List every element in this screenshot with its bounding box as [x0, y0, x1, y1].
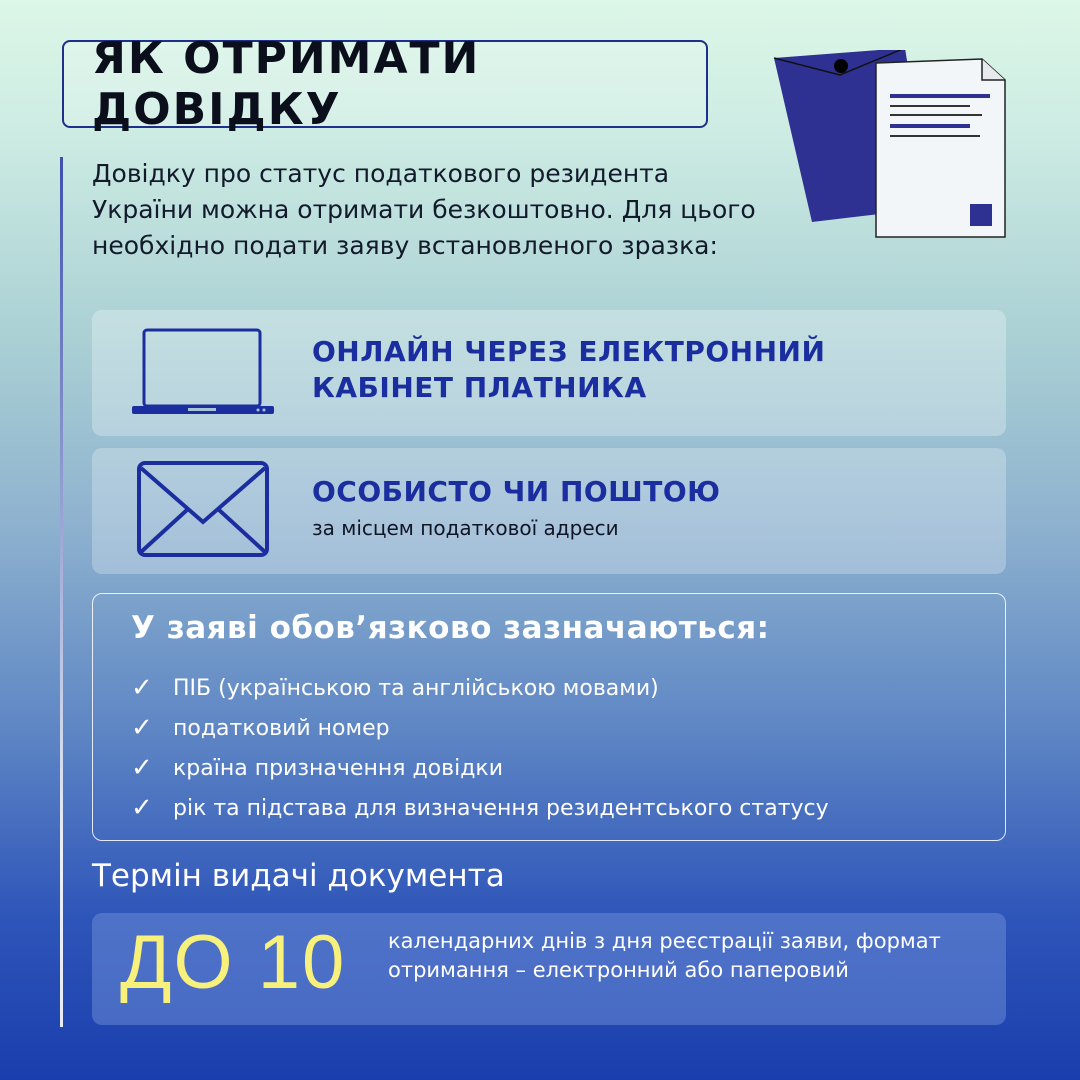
term-box — [92, 913, 1006, 1025]
list-item — [131, 748, 829, 788]
method-post-title: ОСОБИСТО ЧИ ПОШТОЮ — [312, 475, 721, 508]
method-online-title: ОНЛАЙН ЧЕРЕЗ ЕЛЕКТРОННИЙ КАБІНЕТ ПЛАТНИКА — [312, 335, 826, 404]
method-post-subtitle: за місцем податкової адреси — [312, 516, 619, 540]
requirement-text: податковий номер — [173, 715, 390, 741]
term-description: календарних днів з дня реєстрації заяви, формат отримання – електронний або паперовий — [388, 929, 941, 982]
requirement-text: країна призначення довідки — [173, 755, 503, 781]
vertical-divider — [60, 157, 63, 1027]
checkmark-icon: ✓ — [131, 713, 153, 743]
requirements-list — [131, 668, 829, 828]
checkmark-icon: ✓ — [131, 793, 153, 823]
requirements-title: У заяві обов’язково зазначаються: — [131, 610, 770, 646]
list-item — [131, 668, 829, 708]
requirements-box — [92, 593, 1006, 841]
requirement-text: рік та підстава для визначення резидентського статусу — [173, 795, 829, 821]
intro-text: Довідку про статус податкового резидента України можна отримати безкоштовно. Для цього необхідно подати заяву встановленого зразка: — [92, 159, 756, 260]
page-title: ЯК ОТРИМАТИ ДОВІДКУ — [92, 33, 481, 135]
requirement-text: ПІБ (українською та англійською мовами) — [173, 675, 659, 701]
document-envelope-illustration — [770, 50, 1010, 249]
laptop-icon — [130, 326, 276, 422]
method-card-post — [92, 448, 1006, 574]
term-title: Термін видачі документа — [92, 858, 505, 894]
checkmark-icon: ✓ — [131, 673, 153, 703]
method-card-online — [92, 310, 1006, 436]
term-days: ДО 10 — [120, 920, 347, 1005]
list-item — [131, 788, 829, 828]
page-title-box — [62, 33, 708, 135]
checkmark-icon: ✓ — [131, 753, 153, 783]
envelope-icon — [136, 460, 270, 564]
list-item — [131, 708, 829, 748]
